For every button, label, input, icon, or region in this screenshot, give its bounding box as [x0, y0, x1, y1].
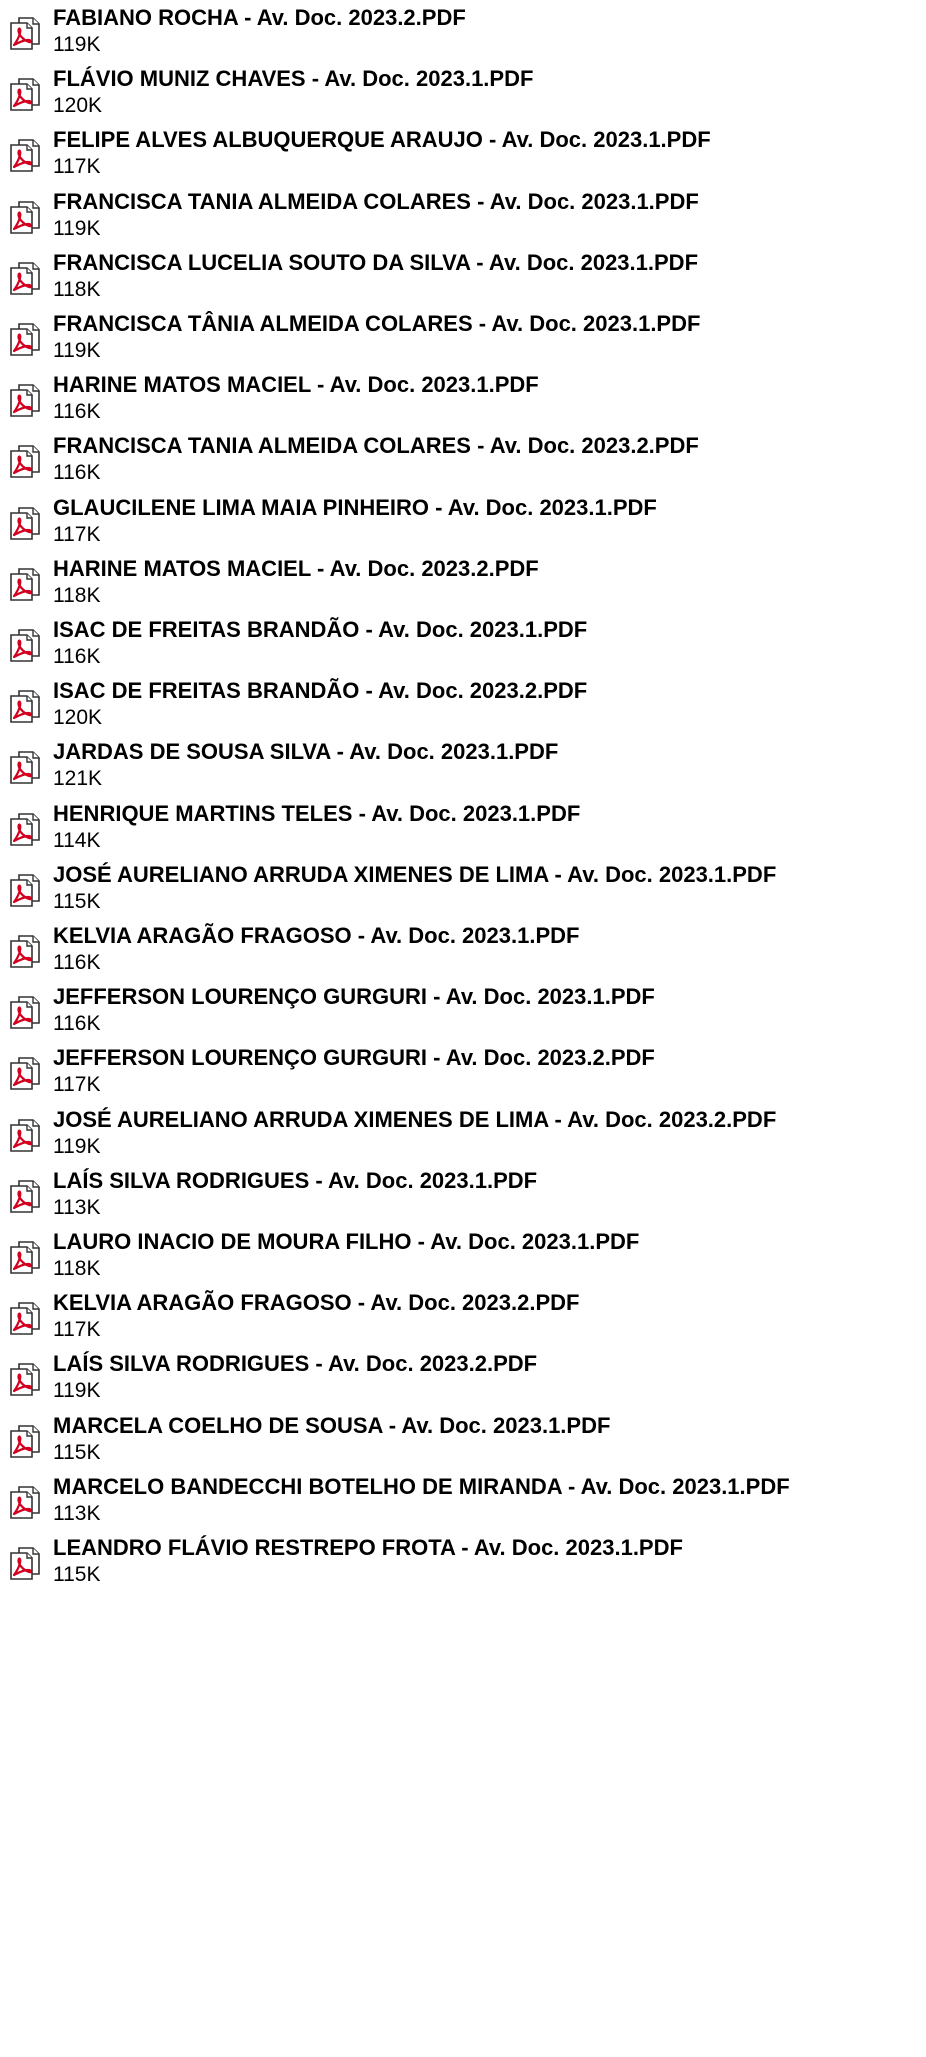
pdf-file-icon — [8, 689, 42, 723]
file-size: 120K — [53, 94, 103, 118]
file-list-item[interactable] — [8, 1106, 918, 1166]
file-name-link[interactable]: GLAUCILENE LIMA MAIA PINHEIRO - Av. Doc. 2023.1.PDF — [53, 494, 657, 520]
file-list-item[interactable] — [8, 65, 918, 125]
file-list-item[interactable] — [8, 494, 918, 554]
file-size: 115K — [53, 889, 101, 913]
file-name-link[interactable]: HARINE MATOS MACIEL - Av. Doc. 2023.1.PDF — [53, 372, 539, 398]
file-list-item[interactable] — [8, 188, 918, 248]
file-list-item[interactable] — [8, 555, 918, 615]
file-size: 119K — [53, 339, 101, 362]
pdf-file-icon — [8, 322, 42, 356]
file-list-item[interactable] — [8, 1534, 918, 1594]
pdf-file-icon — [8, 444, 42, 478]
file-size: 113K — [53, 1501, 101, 1525]
file-name-link[interactable]: KELVIA ARAGÃO FRAGOSO - Av. Doc. 2023.2.PDF — [53, 1290, 580, 1316]
pdf-file-icon — [8, 77, 42, 111]
file-list-item[interactable] — [8, 1289, 918, 1349]
file-name-link[interactable]: MARCELA COELHO DE SOUSA - Av. Doc. 2023.1.PDF — [53, 1412, 611, 1438]
pdf-file-icon — [8, 138, 42, 172]
file-size: 116K — [53, 400, 101, 424]
file-size: 116K — [53, 1012, 101, 1036]
file-list-item[interactable] — [8, 800, 918, 860]
file-size: 119K — [53, 1134, 101, 1158]
file-name-link[interactable]: FRANCISCA TANIA ALMEIDA COLARES - Av. Doc. 2023.2.PDF — [53, 433, 699, 459]
file-size: 115K — [53, 1563, 101, 1586]
pdf-file-icon — [8, 1485, 42, 1519]
file-size: 117K — [53, 1073, 101, 1097]
file-name-link[interactable]: JARDAS DE SOUSA SILVA - Av. Doc. 2023.1.PDF — [53, 739, 559, 765]
pdf-file-icon — [8, 995, 42, 1029]
pdf-file-icon — [8, 1056, 42, 1090]
file-size: 116K — [53, 461, 101, 485]
file-size: 118K — [53, 1257, 101, 1280]
file-size: 117K — [53, 1318, 101, 1342]
file-list-item[interactable] — [8, 1412, 918, 1472]
file-name-link[interactable]: LAURO INACIO DE MOURA FILHO - Av. Doc. 2023.1.PDF — [53, 1229, 640, 1254]
pdf-file-icon — [8, 1424, 42, 1458]
file-name-link[interactable]: LEANDRO FLÁVIO RESTREPO FROTA - Av. Doc. 2023.1.PDF — [53, 1535, 683, 1560]
pdf-file-icon — [8, 383, 42, 417]
file-name-link[interactable]: FRANCISCA TÂNIA ALMEIDA COLARES - Av. Doc. 2023.1.PDF — [53, 311, 701, 336]
file-name-link[interactable]: FLÁVIO MUNIZ CHAVES - Av. Doc. 2023.1.PDF — [53, 66, 534, 92]
file-name-link[interactable]: LAÍS SILVA RODRIGUES - Av. Doc. 2023.2.PDF — [53, 1351, 538, 1377]
file-list-item[interactable] — [8, 677, 918, 737]
pdf-file-icon — [8, 567, 42, 601]
file-name-link[interactable]: JOSÉ AURELIANO ARRUDA XIMENES DE LIMA - Av. Doc. 2023.1.PDF — [53, 861, 777, 887]
pdf-file-icon — [8, 1362, 42, 1396]
file-name-link[interactable]: JOSÉ AURELIANO ARRUDA XIMENES DE LIMA - Av. Doc. 2023.2.PDF — [53, 1106, 777, 1132]
file-name-link[interactable]: ISAC DE FREITAS BRANDÃO - Av. Doc. 2023.1.PDF — [53, 617, 588, 642]
file-size: 116K — [53, 645, 101, 668]
pdf-file-icon — [8, 261, 42, 295]
file-size: 118K — [53, 583, 101, 607]
pdf-file-icon — [8, 16, 42, 50]
file-list-item[interactable] — [8, 983, 918, 1043]
file-list-item[interactable] — [8, 126, 918, 186]
file-name-link[interactable]: HARINE MATOS MACIEL - Av. Doc. 2023.2.PDF — [53, 555, 539, 581]
file-list-item[interactable] — [8, 310, 918, 370]
file-size: 113K — [53, 1195, 101, 1219]
file-size: 120K — [53, 706, 103, 730]
pdf-file-icon — [8, 1546, 42, 1580]
file-size: 117K — [53, 155, 101, 179]
file-size: 114K — [53, 828, 101, 852]
pdf-file-icon — [8, 200, 42, 234]
file-size: 115K — [53, 1440, 101, 1464]
file-list-item[interactable] — [8, 1228, 918, 1288]
file-list-item[interactable] — [8, 249, 918, 309]
pdf-file-icon — [8, 750, 42, 784]
file-list-item[interactable] — [8, 4, 918, 64]
file-list-item[interactable] — [8, 922, 918, 982]
file-name-link[interactable]: LAÍS SILVA RODRIGUES - Av. Doc. 2023.1.PDF — [53, 1167, 538, 1193]
file-name-link[interactable]: HENRIQUE MARTINS TELES - Av. Doc. 2023.1.PDF — [53, 800, 581, 826]
file-size: 119K — [53, 1379, 101, 1403]
file-list-item[interactable] — [8, 371, 918, 431]
file-size: 116K — [53, 951, 101, 974]
pdf-file-icon — [8, 934, 42, 968]
pdf-file-icon — [8, 812, 42, 846]
file-list-item[interactable] — [8, 1044, 918, 1104]
file-list-item[interactable] — [8, 1167, 918, 1227]
file-name-link[interactable]: JEFFERSON LOURENÇO GURGURI - Av. Doc. 2023.1.PDF — [53, 984, 655, 1010]
pdf-file-icon — [8, 1118, 42, 1152]
pdf-file-icon — [8, 1179, 42, 1213]
file-list-item[interactable] — [8, 616, 918, 676]
pdf-file-icon — [8, 873, 42, 907]
file-name-link[interactable]: FELIPE ALVES ALBUQUERQUE ARAUJO - Av. Doc. 2023.1.PDF — [53, 127, 711, 153]
file-size: 117K — [53, 522, 101, 546]
file-name-link[interactable]: FRANCISCA LUCELIA SOUTO DA SILVA - Av. Doc. 2023.1.PDF — [53, 249, 699, 275]
file-size: 121K — [53, 767, 103, 791]
file-name-link[interactable]: JEFFERSON LOURENÇO GURGURI - Av. Doc. 2023.2.PDF — [53, 1045, 655, 1071]
file-size: 118K — [53, 277, 101, 301]
pdf-file-icon — [8, 506, 42, 540]
file-list-item[interactable] — [8, 738, 918, 798]
pdf-file-icon — [8, 1240, 42, 1274]
file-list-item[interactable] — [8, 1350, 918, 1410]
pdf-file-icon — [8, 1301, 42, 1335]
file-name-link[interactable]: FABIANO ROCHA - Av. Doc. 2023.2.PDF — [53, 5, 466, 30]
pdf-file-icon — [8, 628, 42, 662]
file-size: 119K — [53, 33, 101, 56]
file-name-link[interactable]: MARCELO BANDECCHI BOTELHO DE MIRANDA - Av. Doc. 2023.1.PDF — [53, 1473, 790, 1499]
file-name-link[interactable]: KELVIA ARAGÃO FRAGOSO - Av. Doc. 2023.1.PDF — [53, 923, 580, 948]
file-list-item[interactable] — [8, 432, 918, 492]
file-size: 119K — [53, 216, 101, 240]
file-list-item[interactable] — [8, 1473, 918, 1533]
file-name-link[interactable]: FRANCISCA TANIA ALMEIDA COLARES - Av. Doc. 2023.1.PDF — [53, 188, 699, 214]
file-list-item[interactable] — [8, 861, 918, 921]
file-name-link[interactable]: ISAC DE FREITAS BRANDÃO - Av. Doc. 2023.2.PDF — [53, 678, 588, 704]
